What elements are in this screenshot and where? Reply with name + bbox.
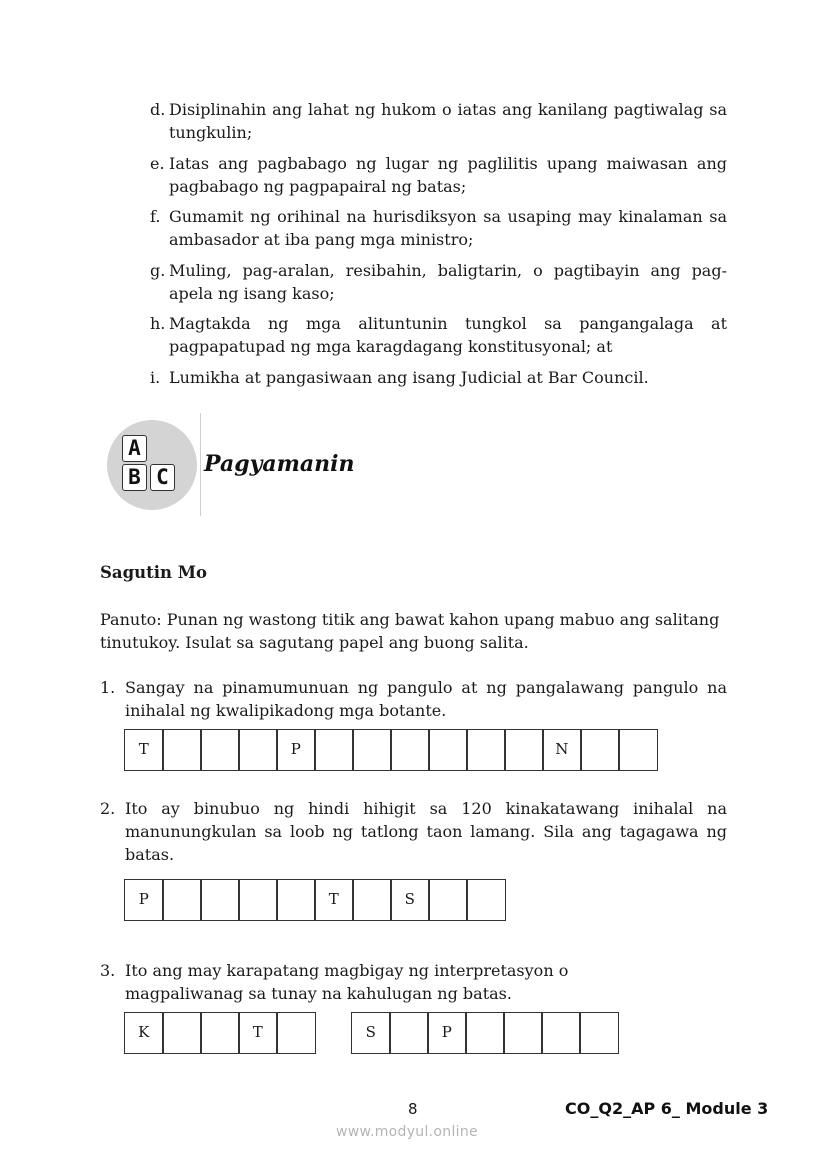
list-item-d bbox=[150, 98, 727, 144]
answer-boxes-3b bbox=[351, 1012, 619, 1054]
letter-box[interactable] bbox=[276, 879, 316, 921]
list-item-g bbox=[150, 259, 727, 305]
section-title: Pagyamanin bbox=[204, 451, 355, 477]
letter-box[interactable] bbox=[428, 729, 468, 771]
answer-boxes-3a bbox=[124, 1012, 316, 1054]
list-marker: d. bbox=[150, 100, 166, 119]
question-3 bbox=[100, 959, 727, 1005]
list-text: Muling, pag-aralan, resibahin, baligtarin, o pagtibayin ang pag-apela ng isang kaso; bbox=[169, 261, 727, 303]
block-b: B bbox=[122, 464, 147, 491]
letter-box[interactable] bbox=[618, 729, 658, 771]
letter-box[interactable] bbox=[200, 729, 240, 771]
letter-box[interactable] bbox=[162, 1012, 202, 1054]
list-text: Gumamit ng orihinal na hurisdiksyon sa usaping may kinalaman sa ambasador at iba pang mga ministro; bbox=[169, 207, 727, 249]
letter-box[interactable] bbox=[314, 729, 354, 771]
letter-box[interactable] bbox=[428, 879, 468, 921]
question-number: 3. bbox=[100, 961, 116, 980]
letter-box[interactable] bbox=[200, 1012, 240, 1054]
list-text: Disiplinahin ang lahat ng hukom o iatas ang kanilang pagtiwalag sa tungkulin; bbox=[169, 100, 727, 142]
list-marker: i. bbox=[150, 368, 161, 387]
letter-box[interactable]: T bbox=[238, 1012, 278, 1054]
question-text: Ito ay binubuo ng hindi hihigit sa 120 kinakatawang inihalal na manunungkulan sa loob ng tatlong taon lamang. Sila ang tagagawa ng batas. bbox=[125, 799, 727, 864]
letter-box[interactable] bbox=[389, 1012, 429, 1054]
list-item-e bbox=[150, 152, 727, 198]
letter-box[interactable] bbox=[200, 879, 240, 921]
question-text: Ito ang may karapatang magbigay ng interpretasyon o magpaliwanag sa tunay na kahulugan ng batas. bbox=[125, 961, 569, 1003]
block-c: C bbox=[150, 464, 175, 491]
letter-box[interactable]: T bbox=[314, 879, 354, 921]
answer-boxes-2 bbox=[124, 879, 506, 921]
letter-box[interactable] bbox=[541, 1012, 581, 1054]
letter-box[interactable]: N bbox=[542, 729, 582, 771]
list-item-f bbox=[150, 205, 727, 251]
subheading: Sagutin Mo bbox=[100, 563, 208, 582]
question-number: 1. bbox=[100, 678, 116, 697]
list-marker: f. bbox=[150, 207, 161, 226]
letter-box[interactable]: P bbox=[124, 879, 164, 921]
letter-box[interactable] bbox=[503, 1012, 543, 1054]
abc-blocks-icon bbox=[107, 420, 197, 510]
letter-box[interactable] bbox=[465, 1012, 505, 1054]
list-marker: e. bbox=[150, 154, 165, 173]
question-number: 2. bbox=[100, 799, 116, 818]
letter-box[interactable]: P bbox=[427, 1012, 467, 1054]
letter-box[interactable] bbox=[238, 879, 278, 921]
page-number: 8 bbox=[408, 1100, 418, 1118]
letter-box[interactable] bbox=[504, 729, 544, 771]
letter-box[interactable] bbox=[466, 729, 506, 771]
letter-box[interactable] bbox=[352, 729, 392, 771]
letter-box[interactable] bbox=[276, 1012, 316, 1054]
list-marker: g. bbox=[150, 261, 166, 280]
answer-boxes-1 bbox=[124, 729, 658, 771]
module-code: CO_Q2_AP 6_ Module 3 bbox=[565, 1099, 769, 1118]
letter-box[interactable]: T bbox=[124, 729, 164, 771]
watermark: www.modyul.online bbox=[336, 1124, 478, 1140]
letter-box[interactable] bbox=[238, 729, 278, 771]
letter-box[interactable] bbox=[390, 729, 430, 771]
list-text: Iatas ang pagbabago ng lugar ng paglilitis upang maiwasan ang pagbabago ng pagpapairal ng batas; bbox=[169, 154, 727, 196]
letter-box[interactable] bbox=[579, 1012, 619, 1054]
section-header bbox=[100, 413, 400, 516]
list-item-i bbox=[150, 366, 727, 389]
letter-box[interactable] bbox=[466, 879, 506, 921]
question-text: Sangay na pinamumunuan ng pangulo at ng pangalawang pangulo na inihalal ng kwalipikadong mga botante. bbox=[125, 678, 727, 720]
header-divider bbox=[200, 413, 201, 516]
list-text: Lumikha at pangasiwaan ang isang Judicial at Bar Council. bbox=[169, 368, 649, 387]
instructions: Panuto: Punan ng wastong titik ang bawat kahon upang mabuo ang salitang tinutukoy. Isulat sa sagutang papel ang buong salita. bbox=[100, 610, 720, 652]
list-marker: h. bbox=[150, 314, 166, 333]
letter-box[interactable]: K bbox=[124, 1012, 164, 1054]
block-a: A bbox=[122, 435, 147, 462]
letter-box[interactable]: S bbox=[351, 1012, 391, 1054]
letter-box[interactable]: P bbox=[276, 729, 316, 771]
letter-box[interactable] bbox=[352, 879, 392, 921]
letter-box[interactable] bbox=[162, 729, 202, 771]
list-text: Magtakda ng mga alituntunin tungkol sa pangangalaga at pagpapatupad ng mga karagdagang konstitusyonal; at bbox=[169, 314, 727, 356]
letter-box[interactable]: S bbox=[390, 879, 430, 921]
letter-box[interactable] bbox=[162, 879, 202, 921]
letter-box[interactable] bbox=[580, 729, 620, 771]
question-1 bbox=[100, 676, 727, 722]
list-item-h bbox=[150, 312, 727, 358]
question-2 bbox=[100, 797, 727, 866]
